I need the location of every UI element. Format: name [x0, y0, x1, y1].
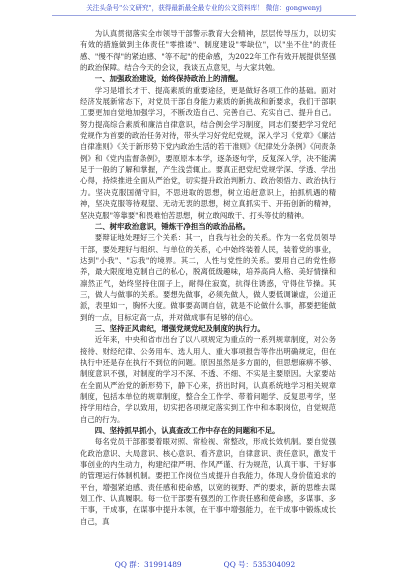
footer-qq-group: QQ 群：31991489 — [114, 560, 182, 569]
footer-qq-number: QQ 号：535304092 — [223, 560, 296, 569]
section-heading: 二、树牢政治意识，锤炼干净担当的政治品格。 — [94, 221, 251, 231]
body-paragraph: 近年来，中央和省市出台了以八项规定为重点的一系列规章制度，对公务接待、财经纪律、公务用车、选人用人、重大事项报告等作出明确规定，但在执行中还是存在执行不到位的问题。原因虽然是多方面的，但思想麻痹不够、制度意识不强，对制度的学习不深、不透、不细、不实是主要原因。大家要站在全面从严治党的新形势下，静下心来，挤出时间，认真系统地学习相关规章制度，包括本单位的规章制度，整合全工作学、带着问题学、反复思考学，坚持学用结合，学以致用，切实把各项规定落实到工作中和本职岗位，自觉规范自己的行为。 — [80, 335, 336, 424]
section-heading: 四、坚持抓早抓小，认真查改工作中存在的问题和不足。 — [94, 426, 280, 436]
section-heading: 三、坚持正风肃纪，增强党规党纪及制度的执行力。 — [94, 323, 265, 333]
section-heading: 一、加强政治建设，始终保持政治上的清醒。 — [94, 74, 243, 84]
footer — [60, 560, 350, 570]
document-body — [80, 28, 336, 527]
header-divider — [52, 15, 356, 16]
body-paragraph: 每名党员干部都要着眼对照、常检视、常整改，形成长效机制。要自觉强化政治意识、大局意识、核心意识、看齐意识，自律意识、责任意识，激发干事创业的内生动力，构建纪律严明、作风严谨、行为规范，认真干事、干好事的管理运行体制机制。要把工作岗位当成提升自我能力，体现人身价值追求的平台，增强紧迫感、责任感和使命感，以宽的视野、严的要求，新的思维去谋划工作、认真履职。每一位干部要有强烈的工作责任感和使命感，多谋事、多干事，干成事，在谋事中提升本领，在干事中增强能力，在干成事中锻炼成长自己，真 — [80, 437, 336, 526]
body-paragraph: 要辩证地处理好三个关系：其一，自我与社会的关系。作为一名党员领导干部，要处理好与组织、与单位的关系，心中始终装着人民，装着党的事业，达到"小我"、"忘我"的境界。其二，人性与党性的关系。要用自己的党性修养，最大限度地克制自己的私心，脱离低级趣味，培养高尚人格、美好情操和凛然正气，始终坚持住面子上，耐得住寂寞，抗得住诱惑，守得住节操。其三，做人与做事的关系。要想先做事，必须先做人，做人要低调谦虚，公道正派，表里如一，胸怀大度。做事要高调自信，就是不论做什么事，都要把能做到的一点，目标定高一点，并对做成事有足够的信心。 — [80, 233, 336, 322]
body-paragraph: 学习是增长才干、提高素质的重要途径，更是做好各项工作的基础。面对经济发展新常态下，对党员干部自身能力素质的新挑战和新要求，我们干部职工要更加自觉地加强学习，不断改造自己、完善自己、充实自己、提升自己。努力提高综合素质和廉洁自律意识，结合例会学习制度，同志们要把学习党纪党规作为首要的政治任务对待，带头学习好党纪党规，深入学习《党章》《廉洁自律准则》《关于新形势下党内政治生活的若干准则》《纪律处分条例》《问责条例》和《党内监督条例》，要原原本本学，逐条逐句学，反复深入学，决不能满足于一般的了解和掌握，产生浅尝辄止。要真正把党纪党规学深、学透、学出心得，持续推进全面从严治党，切实提升政治判断力、政治领悟力、政治执行力。坚决克服国循守旧，不思进取的思想，树立追赶意识上，拍抓机遇的精神，坚决克服等待观望、无动无衷的思想，树立真抓实干、开拓创新的精神，坚决克服"等靠要"和畏难怕苦思想，树立敢闯敢干、打头等仗的精神。 — [80, 85, 336, 220]
body-paragraph: 为认真贯彻落实全市领导干部警示教育大会精神，层层传导压力，以切实有效的措施做到主体责任"零推诿"、制度建设"零缺位"，以"坐不住"的责任感、"慢不得"的紧迫感、"等不起"的使命感，为2022年工作有效开展提供坚强的政治保障。结合今天的会议，我谈五点意见，与大家共勉。 — [80, 29, 336, 73]
header-banner: 关注头条号"公文研究"，获得最新最全最专业的公文资料库！ 微信：gongwenyj — [86, 4, 322, 12]
